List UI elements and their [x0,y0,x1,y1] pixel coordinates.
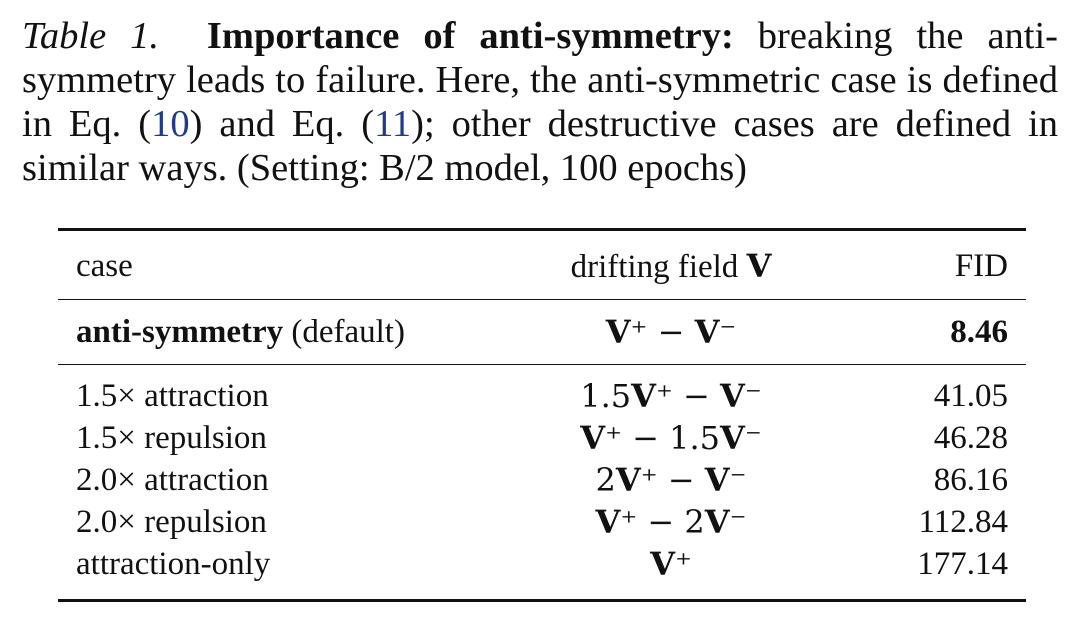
caption-title: Importance of anti-symmetry: [206,15,734,57]
equation-ref-11[interactable]: 11 [374,103,412,145]
row-case: 2.0× attraction [76,461,269,498]
row-field [506,459,836,501]
row-field [506,543,836,601]
row-fid: 86.16 [933,461,1008,498]
table-row [58,543,1026,601]
equation-ref-10[interactable]: 10 [151,103,190,145]
header-case: case [76,247,133,284]
caption-text-2: ) and Eq. ( [189,103,375,145]
results-table [58,228,1026,602]
table-row [58,417,1026,459]
row-field [506,417,836,459]
row-case: 1.5× attraction [76,377,269,414]
row-case: 2.0× repulsion [76,503,267,540]
row-field [506,501,836,543]
table-row [58,459,1026,501]
row-field [506,365,836,418]
table-caption [22,14,1058,190]
row-field-expr: V⁺ [650,545,692,583]
default-case-note: (default) [291,313,405,350]
default-fid: 8.46 [950,313,1008,350]
header-field [506,230,836,300]
row-field-expr: 2V⁺ − V⁻ [595,461,747,499]
header-field-label: drifting field V [570,246,772,285]
caption-text-1: breaking the anti-symmetry leads to failure. Here, the anti-symmetric case is defined in Eq. ( [22,15,1058,145]
default-field: V⁺ − V⁻ [605,313,737,351]
caption-text-3: ); other destructive cases are defined in similar ways. (Setting: B/2 model, 100 epochs) [22,103,1058,189]
row-case: 1.5× repulsion [76,419,267,456]
default-case-name: anti-symmetry [76,313,284,350]
row-field-expr: 1.5V⁺ − V⁻ [580,377,762,415]
row-case: attraction-only [76,545,271,582]
row-fid: 41.05 [933,377,1008,414]
row-field-expr: V⁺ − 1.5V⁻ [580,419,762,457]
row-fid: 112.84 [918,503,1008,540]
row-fid: 46.28 [933,419,1008,456]
row-fid: 177.14 [917,545,1008,582]
default-case-cell [58,300,506,365]
table-row [58,501,1026,543]
default-field-cell [506,300,836,365]
results-table-wrapper [58,228,1026,602]
table-row-default [58,300,1026,365]
caption-label: Table 1. [22,15,159,57]
header-fid: FID [954,247,1008,284]
row-field-expr: V⁺ − 2V⁻ [595,503,747,541]
table-header-row [58,230,1026,300]
table-row [58,365,1026,418]
